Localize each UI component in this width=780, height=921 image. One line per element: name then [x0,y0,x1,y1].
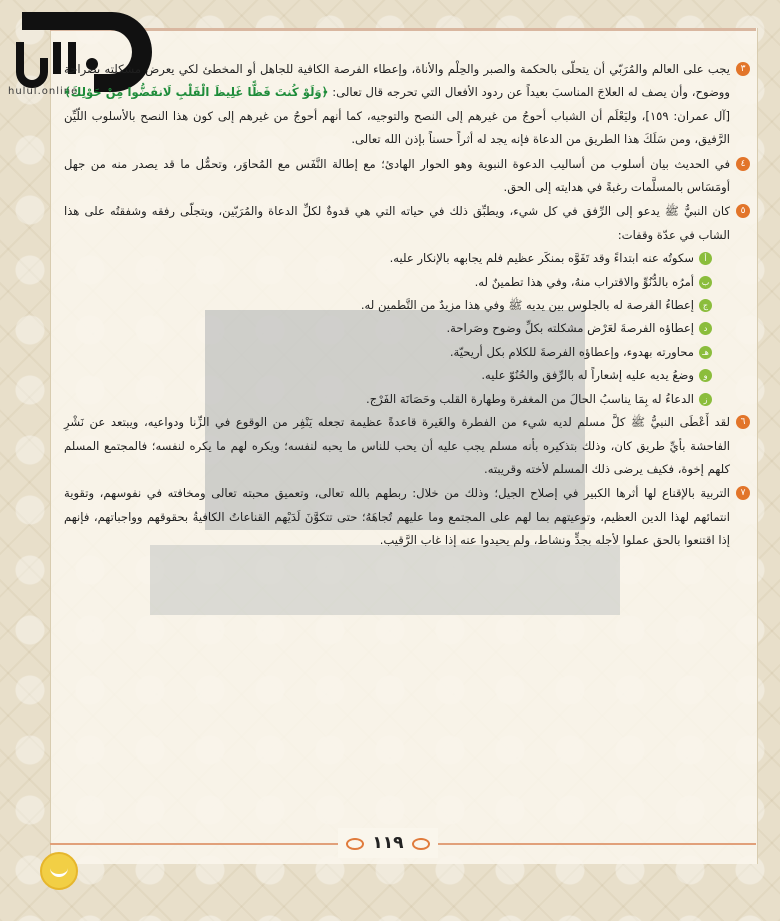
point-text: كان النبيُّ ﷺ يدعو إلى الرِّفق في كل شيء، ويطبِّق ذلك في حياته التي هي قدوةٌ لكلِّ الدعاة والمُرَبّين، ويتجلّى رفقه وشفقتُه على هذا الشاب في عدّة وقفات: [64,204,730,242]
point-text: يجب على العالم والمُرَبّي أن يتحلّى بالحكمة والصبر والحِلْم والأناة، وإعطاء الفرصة الكافية للجاهل أو المخطئ لكي يعرض مشكلته بصراحة ووضوح، وأن يصف له العلاجَ المناسبَ بعيداً عن ردود الأفعال التي تحرجه قال تعالى: [64,62,730,100]
list-item [64,271,712,294]
list-item-text: إعطاءُ الفرصة له بالجلوس بين يديه ﷺ وفي هذا مزيدٌ من التَّطمين له. [360,298,694,313]
point-6 [64,411,750,481]
point-number: ٦ [736,415,750,429]
point-number: ٥ [736,204,750,218]
list-item [64,388,712,411]
list-bullet: و [699,369,712,382]
point-number: ٧ [736,486,750,500]
footer-logo-icon [40,852,78,890]
site-logo-label: hulul.online [8,86,79,97]
list-bullet: ز [699,393,712,406]
list-item-text: أمرُه بالدُّنُوِّ والاقتراب منهُ، وفي هذا تطمينٌ له. [474,274,694,289]
list-item [64,317,712,340]
point-4 [64,153,750,200]
list-item [64,341,712,364]
point-5-list [64,247,750,411]
list-bullet: ب [699,276,712,289]
list-item-text: الدعاءُ له بِمَا يناسبُ الحالَ من المغفرة وطهارة القلب وحَصَانَة الفَرْج. [366,391,694,406]
list-bullet: ج [699,299,712,312]
point-text: التربية بالإقناع لها أثرها الكبير في إصلاح الجيل؛ وذلك من خلال: ربطهم بالله تعالى، وتعميق محبته تعالى ومخافته في نفوسهم، وتقوية انتمائهم لهذا الدين العظيم، وتوعيتهم بما لهم على المجتمع وما عليهم تُجاهَهُ؛ حتى تتكوَّنَ لَدَيْهم القناعاتُ الكافيةُ بحقوقهم وواجباتهم، فإنهم إذا اقتنعوا بالحق عملوا لأجله بجدٍّ ونشاط، ولم يحيدوا عنه إذا غاب الرَّقيب. [64,486,730,548]
ornament-icon [412,838,430,850]
watermark-banner-shape [150,545,620,615]
list-item-text: وضعُ يديه عليه إشعاراً له بالرِّفق والحُنُوّ عليه. [481,368,694,383]
page-number-badge [338,828,438,858]
lesson-content [64,58,750,553]
list-bullet: هـ [699,346,712,359]
point-3 [64,58,750,152]
ornament-icon [346,838,364,850]
point-number: ٤ [736,157,750,171]
list-bullet: أ [699,252,712,265]
point-number: ٣ [736,62,750,76]
point-text: لقد أَعْطَى النبيُّ ﷺ كلَّ مسلم لديه شيء من الفطرة والغَيرة قاعدةً عظيمة تجعله يَنْفِر من الوقوع في الزِّنا ودواعيه، ويبتعد عن نَشْرِ الفاحشة بأيِّ طريق كان، وذلك بتذكيره بأنه مسلم يجب عليه أن يحب للناس ما يحبه لنفسه؛ ويكره لهم ما يكره لنفسه؛ فالمجتمع المسلم كلهم إخوة، فكيف يرضى ذلك المسلم لأخته وقريبته. [64,415,730,476]
list-item [64,294,712,317]
point-5 [64,200,750,247]
point-7 [64,482,750,552]
list-item-text: إعطاؤه الفرصةَ لعَرْض مشكلته بكلِّ وضوح وصَراحة. [446,321,694,336]
list-bullet: د [699,322,712,335]
point-text-continued: [آل عمران: ١٥٩]، وليَعْلَم أن الشباب أحوجُ من غيرهم إلى النصح والتوجيه، كما أنهم أحوجُ من غيرهم إلى كون هذا النصح بالأسلوب اللّيِّن الرَّفيق، ومن سَلَكَ هذا الطريق من الدعاة فإنه يجد له أثراً حسناً بإذن الله تعالى. [64,108,730,147]
point-text: في الحديث بيان أسلوب من أساليب الدعوة النبوية وهو الحوار الهادئ؛ مع إطالة النَّفَس مع المُحاوَر، وتحمُّل ما قد يصدر منه من جهل أومَسَاس بالمسلَّمات رغبةً في هدايته إلى الحق. [64,156,730,195]
list-item-text: سكوتُه عنه ابتداءً وقد تَفَوَّه بمنكَر عظيم فلم يجابهه بالإنكار عليه. [389,251,694,266]
page-number: ١١٩ [372,833,404,853]
list-item [64,247,712,270]
list-item [64,364,712,387]
list-item-text: محاورته بهدوء، وإعطاؤه الفرصةَ للكلام بكل أريحيّة. [449,344,694,359]
quran-verse: ﴿وَلَوْ كُنتَ فَظًّا غَلِيظَ الْقَلْبِ لَانفَضُّوا مِنْ حَوْلِكَ﴾ [64,85,329,100]
